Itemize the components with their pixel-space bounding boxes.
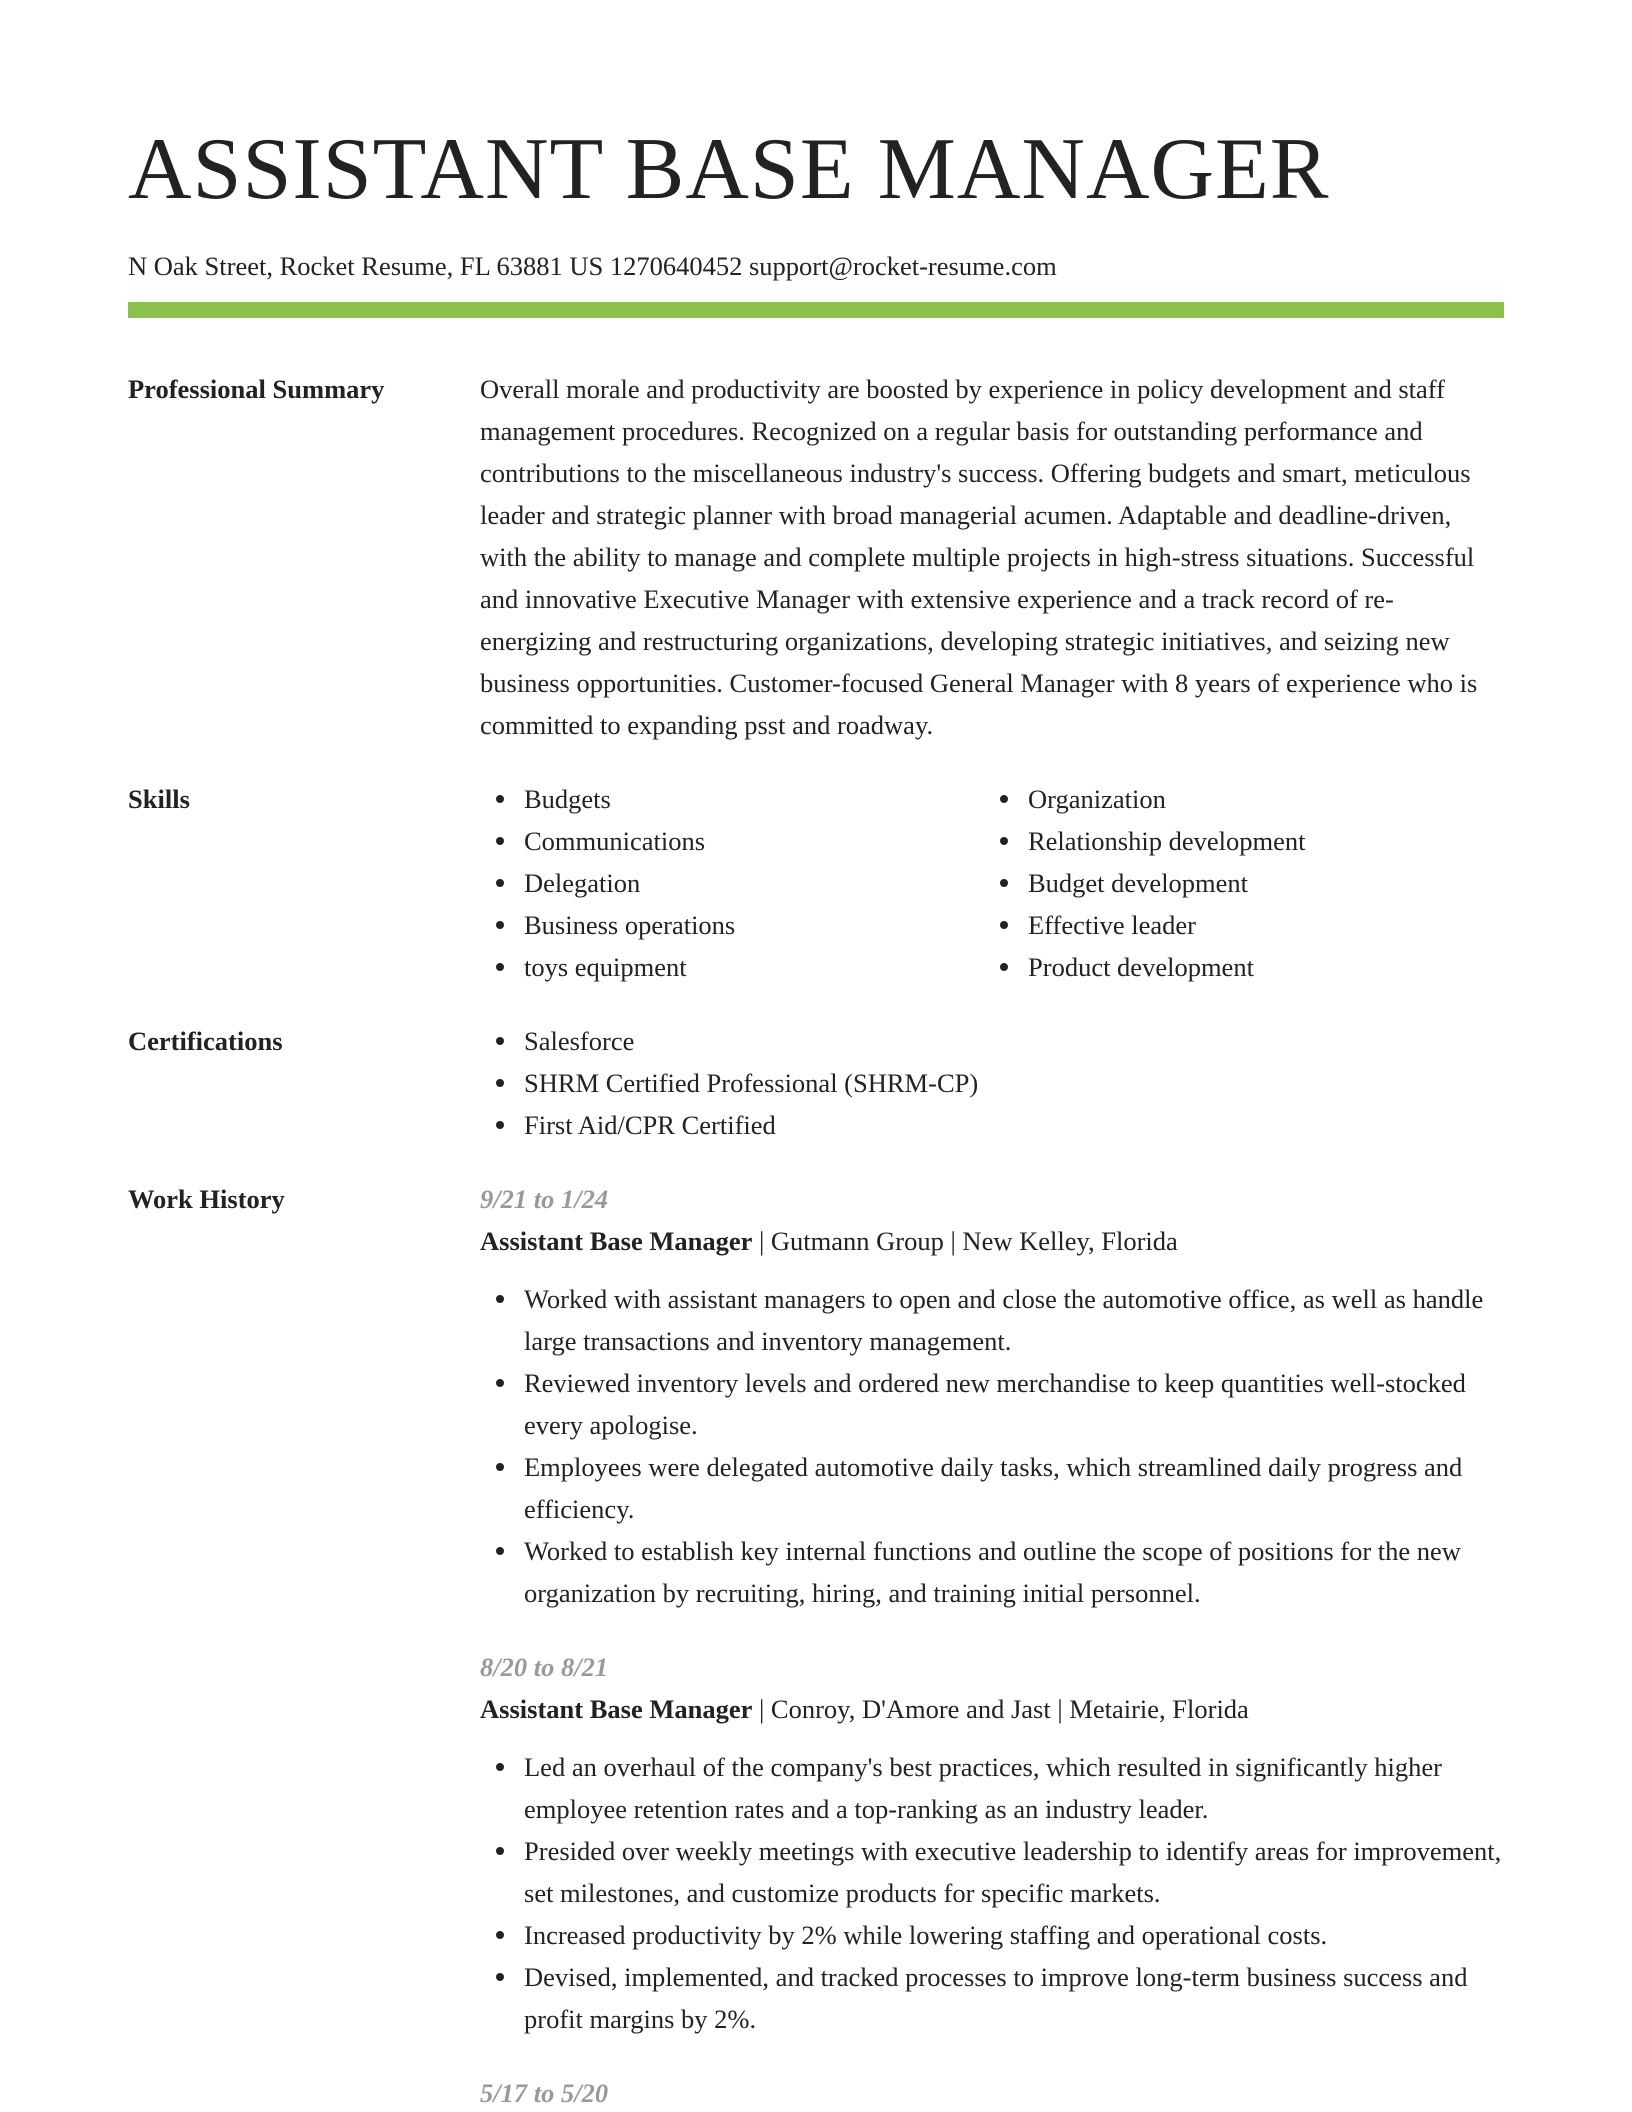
- skill-item: Delegation: [480, 862, 984, 904]
- candidate-name: ASSISTANT BASE MANAGER: [128, 121, 1330, 218]
- skill-item: Effective leader: [984, 904, 1504, 946]
- job-entry: [480, 1646, 1504, 2040]
- skill-item: toys equipment: [480, 946, 984, 988]
- work-history-section: [128, 1178, 1504, 2112]
- certification-item: SHRM Certified Professional (SHRM-CP): [480, 1062, 1504, 1104]
- job-title: Assistant Base Manager: [480, 1226, 753, 1256]
- job-bullets: [480, 1746, 1504, 2040]
- section-label-summary: Professional Summary: [128, 374, 385, 404]
- job-details: | Gutmann Group | New Kelley, Florida: [752, 1226, 1178, 1256]
- certifications-list: [480, 1020, 1504, 1146]
- header-divider: [128, 302, 1504, 318]
- skill-item: Communications: [480, 820, 984, 862]
- job-bullet: Increased productivity by 2% while lowering staffing and operational costs.: [480, 1914, 1504, 1956]
- skill-item: Relationship development: [984, 820, 1504, 862]
- job-bullet: Reviewed inventory levels and ordered new merchandise to keep quantities well-stocked every apologise.: [480, 1362, 1504, 1446]
- skill-item: Business operations: [480, 904, 984, 946]
- section-label-certifications: Certifications: [128, 1026, 283, 1056]
- job-role-line: [480, 1220, 1504, 1262]
- skill-item: Budget development: [984, 862, 1504, 904]
- certification-item: First Aid/CPR Certified: [480, 1104, 1504, 1146]
- job-title: Assistant Base Manager: [480, 1694, 753, 1724]
- skills-list-left: [480, 778, 984, 988]
- summary-text: Overall morale and productivity are boosted by experience in policy development and staff management procedures. Recognized on a regular basis for outstanding performance and contributions to the miscellaneous industry's success. Offering budgets and smart, meticulous leader and strategic planner with broad managerial acumen. Adaptable and deadline-driven, with the ability to manage and complete multiple projects in high-stress situations. Successful and innovative Executive Manager with extensive experience and a track record of re-energizing and restructuring organizations, developing strategic initiatives, and seizing new business opportunities. Customer-focused General Manager with 8 years of experience who is committed to expanding psst and roadway.: [480, 374, 1478, 740]
- job-entry: [480, 1178, 1504, 1614]
- skill-item: Organization: [984, 778, 1504, 820]
- job-bullet: Presided over weekly meetings with executive leadership to identify areas for improvement, set milestones, and customize products for specific markets.: [480, 1830, 1504, 1914]
- certification-item: Salesforce: [480, 1020, 1504, 1062]
- job-bullet: Worked with assistant managers to open and close the automotive office, as well as handle large transactions and inventory management.: [480, 1278, 1504, 1362]
- section-label-work-history: Work History: [128, 1184, 285, 1214]
- job-dates: 5/17 to 5/20: [480, 2078, 609, 2108]
- section-label-skills: Skills: [128, 784, 190, 814]
- job-bullet: Devised, implemented, and tracked processes to improve long-term business success and profit margins by 2%.: [480, 1956, 1504, 2040]
- job-dates: 9/21 to 1/24: [480, 1184, 609, 1214]
- job-details: | Conroy, D'Amore and Jast | Metairie, Florida: [752, 1694, 1249, 1724]
- job-dates: 8/20 to 8/21: [480, 1652, 609, 1682]
- skill-item: Product development: [984, 946, 1504, 988]
- skills-section: [128, 778, 1504, 988]
- certifications-section: [128, 1020, 1504, 1146]
- job-bullet: Led an overhaul of the company's best practices, which resulted in significantly higher employee retention rates and a top-ranking as an industry leader.: [480, 1746, 1504, 1830]
- skill-item: Budgets: [480, 778, 984, 820]
- summary-section: [128, 368, 1504, 746]
- job-role-line: [480, 1688, 1504, 1730]
- job-bullets: [480, 1278, 1504, 1614]
- resume-page: [128, 120, 1504, 2112]
- job-bullet: Employees were delegated automotive daily tasks, which streamlined daily progress and efficiency.: [480, 1446, 1504, 1530]
- job-entry: [480, 2072, 1504, 2112]
- skills-list-right: [984, 778, 1504, 988]
- skills-grid: [480, 778, 1504, 988]
- job-bullet: Worked to establish key internal functions and outline the scope of positions for the new organization by recruiting, hiring, and training initial personnel.: [480, 1530, 1504, 1614]
- contact-line: N Oak Street, Rocket Resume, FL 63881 US 1270640452 support@rocket-resume.com: [128, 251, 1057, 281]
